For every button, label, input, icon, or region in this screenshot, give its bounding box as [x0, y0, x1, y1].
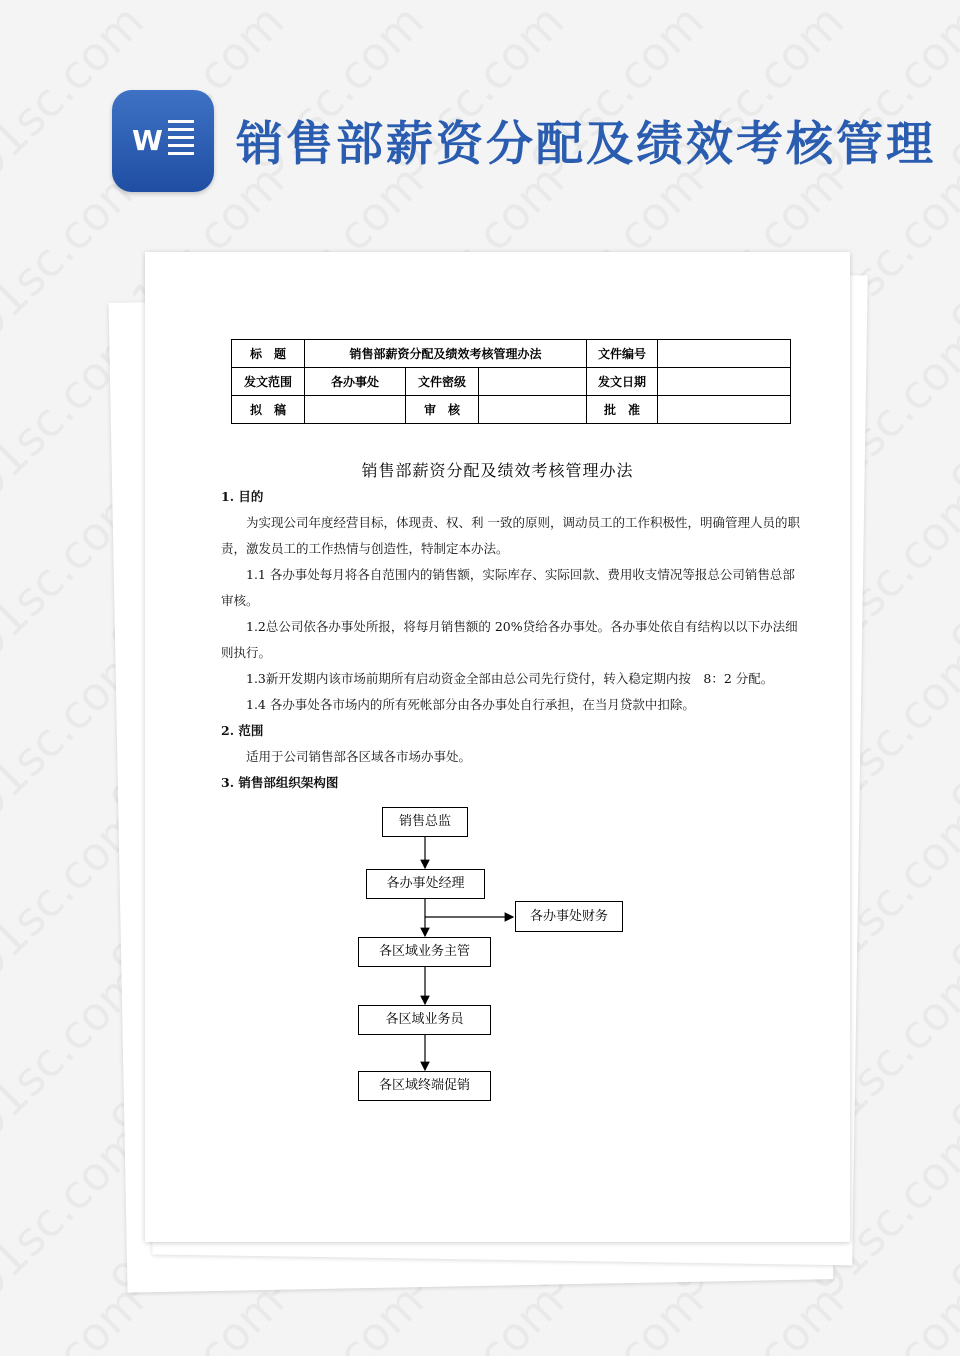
- table-cell: 标 题: [232, 340, 305, 368]
- word-letter: W: [132, 124, 163, 157]
- section-heading: 1. 目的: [221, 489, 264, 504]
- table-cell: 发文日期: [587, 368, 658, 396]
- section-heading: 3. 销售部组织架构图: [221, 775, 339, 790]
- word-icon: [112, 90, 214, 192]
- document-lines-icon: [168, 120, 194, 160]
- watermark-text: [520, 1274, 714, 1356]
- watermark-text: [940, 1114, 960, 1308]
- table-cell: 批 准: [587, 396, 658, 424]
- table-cell: 文件密级: [406, 368, 479, 396]
- paragraph: 1.1 各办事处每月将各自范围内的销售额，实际库存、实际回款、费用收支情况等报总公司销售总部审核。: [221, 567, 795, 608]
- table-cell: 审 核: [406, 396, 479, 424]
- paragraph: 1.4 各办事处各市场内的所有死帐部分由各办事处自行承担，在当月贷款中扣除。: [246, 697, 695, 712]
- org-chart: [145, 252, 850, 1242]
- node-area-staff: 各区域业务员: [358, 1005, 491, 1035]
- watermark-text: [940, 954, 960, 1148]
- section-heading: 2. 范围: [221, 723, 264, 738]
- watermark-text: [800, 1274, 960, 1356]
- watermark-text: [940, 314, 960, 508]
- watermark-text: [940, 154, 960, 348]
- paragraph: 1.3新开发期内该市场前期所有启动资金全部由总公司先行贷付，转入稳定期内按 8：2 分配。: [246, 671, 774, 686]
- table-cell: 发文范围: [232, 368, 305, 396]
- node-office-manager: 各办事处经理: [366, 869, 485, 899]
- paragraph: 适用于公司销售部各区域各市场办事处。: [246, 749, 472, 764]
- node-terminal-promotion: 各区域终端促销: [358, 1071, 491, 1101]
- watermark-text: [660, 1274, 854, 1356]
- table-cell: 拟 稿: [232, 396, 305, 424]
- document-page: [145, 252, 850, 1242]
- org-chart-connectors: [145, 252, 850, 1242]
- node-sales-director: 销售总监: [382, 807, 468, 837]
- document-title: 销售部薪资分配及绩效考核管理办法: [361, 461, 634, 480]
- watermark-text: [940, 794, 960, 988]
- paragraph: 1.2总公司依各办事处所报，将每月销售额的 20%贷给各办事处。各办事处依自有结构以以下办法细则执行。: [221, 619, 798, 660]
- table-cell: 各办事处: [305, 368, 406, 396]
- watermark-text: [940, 1274, 960, 1356]
- table-cell: 销售部薪资分配及绩效考核管理办法: [305, 340, 587, 368]
- watermark-text: [940, 474, 960, 668]
- node-area-supervisor: 各区域业务主管: [358, 937, 491, 967]
- paragraph: 为实现公司年度经营目标，体现责、权、利 一致的原则，调动员工的工作积极性，明确管理人员的职责，激发员工的工作热情与创造性，特制定本办法。: [221, 515, 800, 556]
- watermark-text: [940, 634, 960, 828]
- banner-title: 销售部薪资分配及绩效考核管理: [236, 117, 936, 172]
- table-cell: 文件编号: [587, 340, 658, 368]
- node-office-finance: 各办事处财务: [515, 901, 623, 932]
